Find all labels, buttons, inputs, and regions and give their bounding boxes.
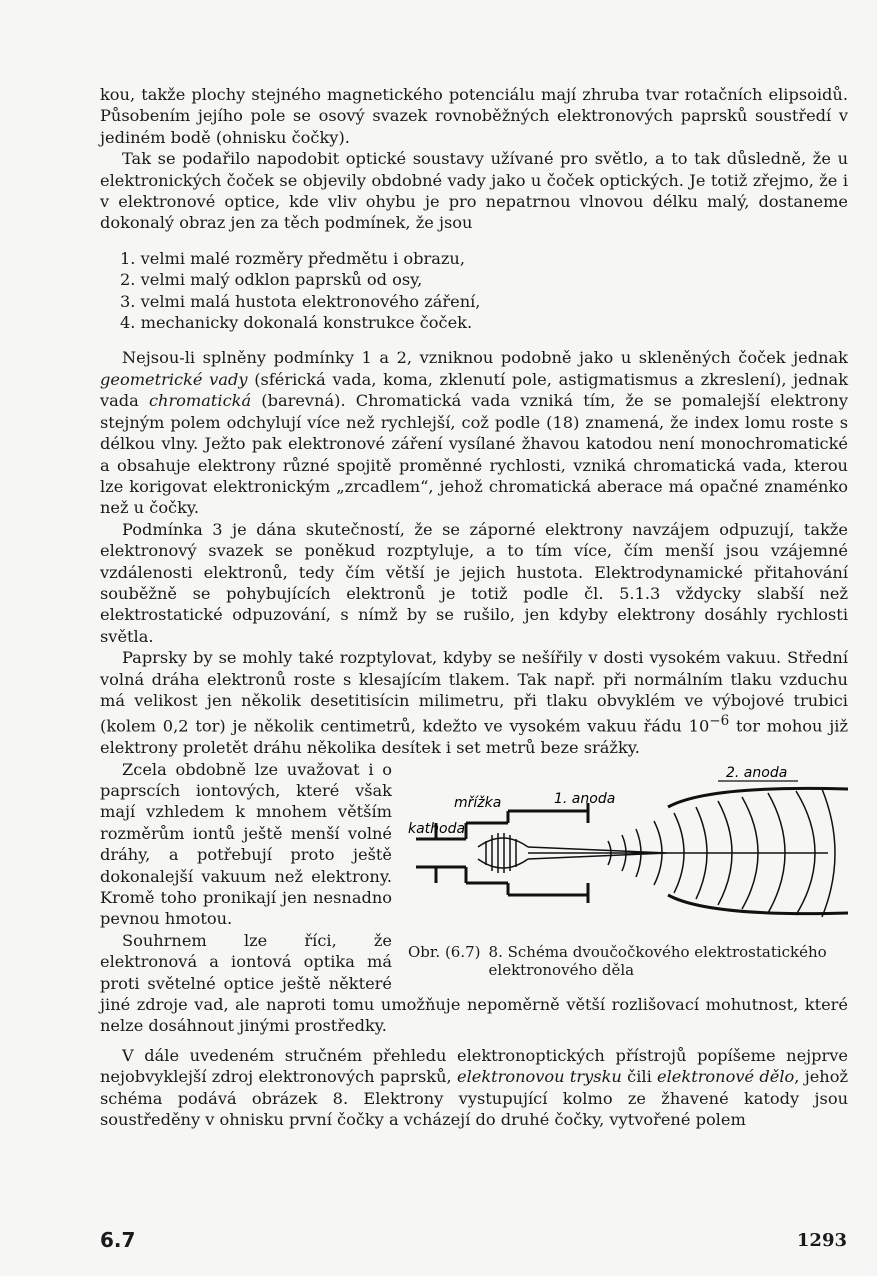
label-anode2: 2. anoda — [726, 764, 788, 781]
anode2-housing-bottom — [668, 895, 848, 914]
caption-text: 8. Schéma dvoučočkového elektrostatického elektronového děla — [488, 942, 827, 979]
paragraph: Paprsky by se mohly také rozptylovat, kdyby se nešířily v dosti vysokém vakuu. Střední volná dráha elektronů roste s klesajícím tlakem. Tak např. při normálním tlaku vzduchu má velikost jen několik desetitisícin milimetru, při tlaku obvyklém ve výbojové trubici (kolem 0,2 tor) je několik centimetrů, kdežto ve vysokém vakuu řádu $10^{-6}$ tor mohou již elektrony proletět dráhu několika desítek i set metrů beze srážky. — [100, 648, 848, 758]
paragraph: Podmínka 3 je dána skutečností, že se záporné elektrony navzájem odpuzují, takže elektronový svazek se poněkud rozptyluje, a to tím více, čím menší jsou vzájemné vzdálenosti elektronů, tedy čím větší je jejich hustota. Elektrodynamické přitahování souběžně se pohybujících elektronů je totiž podle čl. 5.1.3 vždycky slabší než elektrostatické odpuzování, s nímž by se rušilo, jen kdyby elektrony dosáhly rychlosti světla. — [100, 519, 848, 646]
paragraph: Tak se podařilo napodobit optické soustavy užívané pro světlo, a to tak důsledně, že u elektronických čoček se objevily obdobné vady jako u čoček optických. Je totiž zřejmo, že i v elektronové optice, kde vliv ohybu je pro nepatrnou vlnovou délku malý, dostaneme dokonalý obraz jen za těch podmínek, že jsou — [100, 149, 848, 233]
anode2-housing-top — [668, 788, 848, 807]
section-number: 6.7 — [100, 1228, 136, 1252]
paragraph: Souhrnem lze říci, že elektronová a iontová optika má proti světelné optice ještě některé jiné zdroje vad, ale naproti tomu umožňuje nepoměrně větší rozlišovací mohutnost, které nelze dosáhnout jinými prostředky. — [100, 930, 848, 1036]
paragraph: Nejsou-li splněny podmínky 1 a 2, vzniknou podobně jako u skleněných čoček jednak geometrické vady (sférická vada, koma, zklenutí pole, astigmatismus a zkreslení), jednak vada chromatická (barevná). Chromatická vada vzniká tím, že se pomalejší elektrony stejným polem odchylují více než rychlejší, což podle (18) znamená, že index lomu roste s délkou vlny. Ježto pak elektronové záření vysílané žhavou katodou není monochromatické a obsahuje elektrony různé spojitě proměnné rychlosti, vzniká chromatická vada, kterou lze korigovat elektronickým „zrcadlem“, jehož chromatická aberace má opačné znaménko než u čočky. — [100, 348, 848, 518]
conditions-list — [120, 248, 848, 334]
figure-electron-gun — [408, 763, 848, 979]
list-item: 2. velmi malý odklon paprsků od osy, — [120, 270, 423, 290]
paragraph: Zcela obdobně lze uvažovat i o paprscích iontových, které však mají vzhledem k mnohem větším rozměrům iontů ještě menší volné dráhy, a potřebují proto ještě dokonalejší vakuum než elektrony. Kromě toho pronikají jen nesnadno pevnou hmotou. — [100, 759, 392, 929]
grid-tube — [466, 823, 508, 883]
page-number: 1293 — [796, 1230, 847, 1251]
list-item: 1. velmi malé rozměry předmětu i obrazu, — [120, 248, 466, 268]
paragraph: V dále uvedeném stručném přehledu elektronoptických přístrojů popíšeme nejprve nejobvyklejší zdroj elektronových paprsků, elektronovou trysku čili elektronové dělo, jehož schéma podává obrázek 8. Elektrony vystupující kolmo ze žhavené katody jsou soustředěny v ohnisku první čočky a vcházejí do druhé čočky, vytvořené polem — [100, 1045, 848, 1130]
paragraph: kou, takže plochy stejného magnetického potenciálu mají zhruba tvar rotačních elipsoidů. Působením jejího pole se osový svazek rovnoběžných elektronových paprsků soustředí v jediném bodě (ohnisku čočky). — [100, 85, 848, 147]
page-text — [100, 84, 848, 1130]
list-item: 3. velmi malá hustota elektronového záření, — [120, 291, 481, 311]
list-item: 4. mechanicky dokonalá konstrukce čoček. — [120, 313, 473, 333]
label-grid: mřížka — [454, 794, 502, 811]
label-cathode: kathoda — [408, 820, 466, 837]
figure-caption — [408, 943, 848, 979]
electron-gun-diagram — [408, 763, 848, 941]
caption-label: Obr. (6.7) — [408, 942, 481, 961]
beam-rays — [528, 847, 828, 859]
label-anode1: 1. anoda — [554, 790, 616, 807]
